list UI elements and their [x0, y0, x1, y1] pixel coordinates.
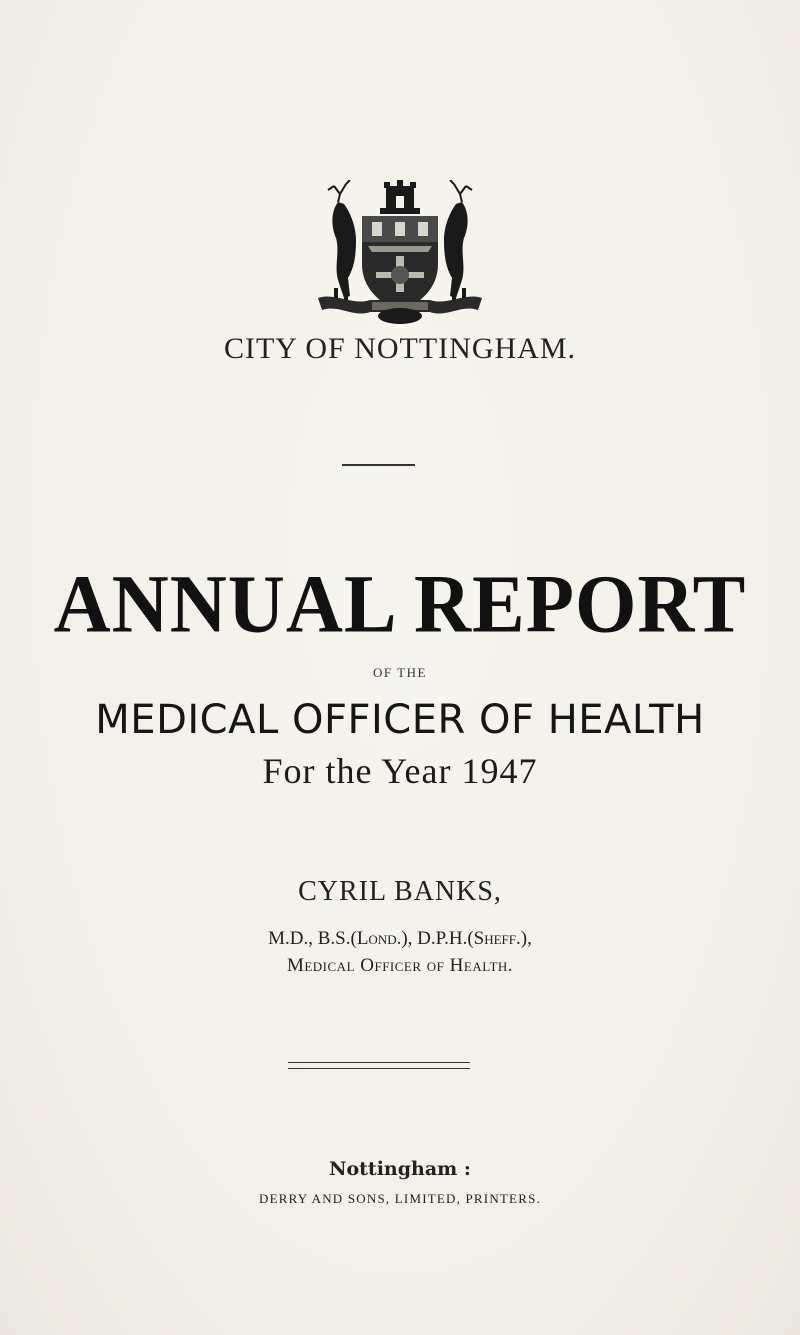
coat-of-arms-icon	[310, 180, 490, 330]
divider-short	[342, 464, 415, 466]
motto-scroll	[318, 296, 482, 324]
report-title: ANNUAL REPORT	[53, 558, 747, 651]
title-connector: OF THE	[373, 665, 427, 680]
report-year: For the Year 1947	[262, 751, 538, 791]
imprint-place: Nottingham :	[329, 1158, 471, 1180]
report-subject: MEDICAL OFFICER OF HEALTH	[95, 697, 705, 743]
shield	[362, 216, 438, 312]
author-position: Medical Officer of Health.	[286, 955, 514, 976]
author-name: CYRIL BANKS,	[298, 876, 502, 907]
divider-double	[288, 1062, 470, 1069]
imprint-printer: DERRY AND SONS, LIMITED, PRINTERS.	[259, 1191, 541, 1206]
castle-crest	[380, 180, 420, 214]
author-degrees: M.D., B.S.(Lond.), D.P.H.(Sheff.),	[268, 928, 532, 949]
city-heading: CITY OF NOTTINGHAM.	[223, 332, 577, 365]
